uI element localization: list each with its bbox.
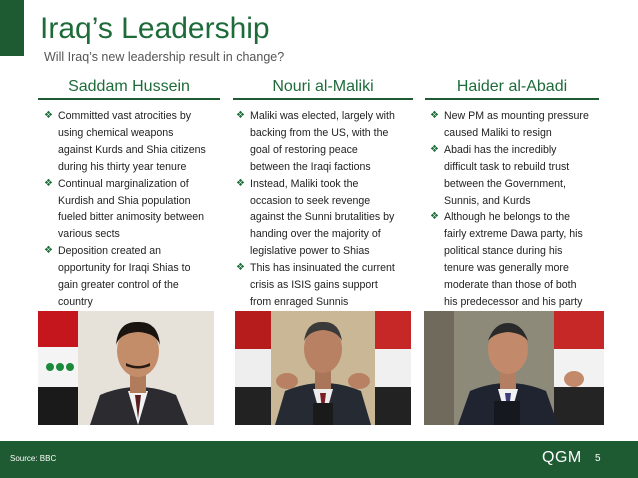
bullet-text-line: during his thirty year tenure [58, 160, 187, 173]
bullet-text-line: crisis as ISIS gains support [250, 279, 378, 292]
bullet-point [44, 176, 228, 244]
page-subtitle: Will Iraq’s new leadership result in change? [44, 50, 285, 64]
bullet-text-line: Deposition created an [58, 245, 162, 258]
bullet-text-line: moderate than those of both [444, 279, 577, 292]
page-number: 5 [595, 453, 601, 464]
bullet-text-line: backing from the US, with the [250, 126, 389, 139]
bullet-text-line: Maliki was elected, largely with [250, 110, 395, 122]
bullet-text-line: handing over the majority of [250, 228, 381, 241]
bullet-text-line: various sects [58, 228, 120, 241]
bullet-diamond-icon: ❖ [44, 245, 53, 257]
bullet-text-line: legislative power to Shias [250, 245, 370, 258]
bullet-text-line: fueled bitter animosity between [58, 211, 205, 224]
page-title: Iraq’s Leadership [40, 12, 270, 45]
bullet-diamond-icon: ❖ [236, 110, 245, 121]
column-divider [38, 98, 220, 100]
photo-nouri-al-maliki [235, 311, 411, 425]
bullet-text-line: goal of restoring peace [250, 143, 358, 156]
bullet-point [236, 260, 420, 311]
column-divider [425, 98, 599, 100]
bullet-text-line: fairly extreme Dawa party, his [444, 228, 583, 241]
column-body-abadi [430, 108, 610, 311]
bullet-text-line: Sunnis, and Kurds [444, 194, 531, 207]
bullet-text-line: Committed vast atrocities by [58, 110, 192, 122]
column-divider [233, 98, 413, 100]
source-note: Source: BBC [10, 454, 57, 463]
bullet-point [236, 176, 420, 261]
bullet-diamond-icon: ❖ [430, 143, 439, 155]
bullet-text-line: New PM as mounting pressure [444, 110, 589, 122]
bullet-text-line: caused Maliki to resign [444, 126, 552, 139]
bullet-text-line: between the Iraqi factions [250, 160, 371, 173]
title-accent-bar [0, 0, 24, 56]
bullet-text-line: gain greater control of the [58, 279, 179, 292]
photo-saddam-hussein [38, 311, 214, 425]
photo-haider-al-abadi [424, 311, 604, 425]
column-header-maliki: Nouri al-Maliki [272, 78, 374, 95]
bullet-text-line: against Kurds and Shia citizens [58, 143, 206, 156]
bullet-diamond-icon: ❖ [236, 177, 245, 189]
bullet-text-line: from enraged Sunnis [250, 295, 349, 308]
bullet-point [430, 142, 610, 210]
column-header-saddam: Saddam Hussein [68, 78, 190, 95]
bullet-text-line: his predecessor and his party [444, 295, 583, 308]
bullet-text-line: between the Government, [444, 177, 566, 190]
bullet-text-line: tenure was generally more [444, 262, 569, 275]
bullet-text-line: against the Sunni brutalities by [250, 211, 395, 224]
bullet-point [430, 209, 610, 310]
column-body-saddam [44, 108, 228, 311]
bullet-point [44, 108, 228, 176]
bullet-diamond-icon: ❖ [44, 177, 53, 189]
column-body-maliki [236, 108, 420, 311]
bullet-diamond-icon: ❖ [430, 211, 439, 223]
bullet-point [430, 108, 610, 142]
bullet-text-line: using chemical weapons [58, 126, 174, 139]
bullet-text-line: Instead, Maliki took the [250, 177, 359, 190]
column-header-abadi: Haider al-Abadi [456, 78, 568, 95]
bullet-text-line: Abadi has the incredibly [444, 143, 557, 156]
bullet-text-line: This has insinuated the current [250, 262, 395, 275]
bullet-text-line: Although he belongs to the [444, 211, 571, 224]
qgm-logo: QGM [542, 449, 582, 466]
bullet-text-line: difficult task to rebuild trust [444, 160, 570, 173]
bullet-text-line: occasion to seek revenge [250, 194, 371, 207]
footer-bar [0, 441, 638, 478]
bullet-text-line: Kurdish and Shia population [58, 194, 191, 207]
bullet-point [236, 108, 420, 176]
bullet-diamond-icon: ❖ [44, 110, 53, 121]
bullet-text-line: political stance during his [444, 245, 563, 258]
bullet-point [44, 243, 228, 311]
bullet-text-line: opportunity for Iraqi Shias to [58, 262, 191, 275]
bullet-diamond-icon: ❖ [236, 262, 245, 274]
bullet-text-line: country [58, 295, 93, 308]
bullet-text-line: Continual marginalization of [58, 177, 189, 190]
bullet-diamond-icon: ❖ [430, 110, 439, 121]
